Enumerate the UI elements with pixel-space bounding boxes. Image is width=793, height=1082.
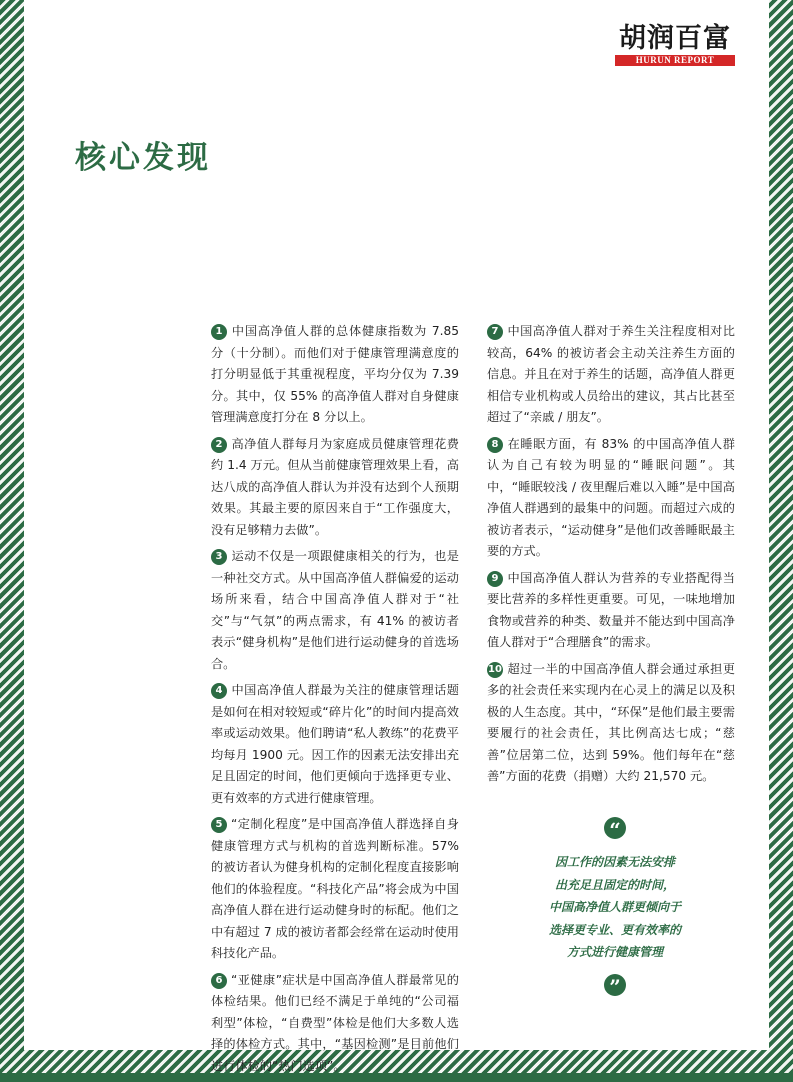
number-badge: 2: [211, 437, 227, 453]
number-badge: 8: [487, 437, 503, 453]
logo-en-text: HURUN REPORT: [615, 55, 735, 66]
logo-cn-text: 胡润百富: [619, 23, 731, 54]
pull-quote-line: 出充足且固定的时间，: [554, 877, 675, 892]
pull-quote: [510, 817, 720, 998]
finding-2: [211, 434, 459, 542]
close-quote-icon: ”: [604, 974, 626, 996]
finding-9: [487, 568, 735, 654]
number-badge: 3: [211, 549, 227, 565]
number-badge: 10: [487, 662, 503, 678]
hurun-logo: [615, 24, 735, 66]
number-badge: 7: [487, 324, 503, 340]
pull-quote-line: 因工作的因素无法安排: [554, 855, 675, 869]
finding-text: 超过一半的中国高净值人群会通过承担更多的社会责任来实现内在心灵上的满足以及积极的人生态度。其中，“环保”是他们最主要需要履行的社会责任，其比例高达七成；“慈善”位居第二位，达到 59%。他们每年在“慈善”方面的花费（捐赠）大约 21,570 元。: [487, 661, 735, 783]
finding-10: [487, 659, 735, 788]
finding-7: [487, 321, 735, 429]
findings-left-column: [211, 321, 459, 1082]
number-badge: 9: [487, 571, 503, 587]
finding-text: 中国高净值人群的总体健康指数为 7.85 分（十分制）。而他们对于健康管理满意度的打分明显低于其重视程度，平均分仅为 7.39 分。其中，仅 55% 的高净值人群对自身健康管理满意度打分在 8 分以上。: [211, 324, 459, 424]
pull-quote-line: 方式进行健康管理: [566, 945, 663, 959]
pull-quote-line: 中国高净值人群更倾向于: [548, 900, 681, 914]
finding-text: 中国高净值人群对于养生关注程度相对比较高，64% 的被访者会主动关注养生方面的信息。并且在对于养生的话题，高净值人群更相信专业机构或人员给出的建议，其占比甚至超过了“亲戚 / 朋友”。: [487, 324, 735, 424]
finding-text: 在睡眠方面，有 83% 的中国高净值人群认为自己有较为明显的“睡眠问题”。其中，“睡眠较浅 / 夜里醒后难以入睡”是中国高净值人群遇到的最集中的问题。而超过六成的被访者表示，“运动健身”是他们改善睡眠最主要的方式。: [487, 436, 735, 558]
open-quote-icon: “: [604, 817, 626, 839]
page: [24, 0, 769, 1073]
number-badge: 6: [211, 973, 227, 989]
finding-text: “定制化程度”是中国高净值人群选择自身健康管理方式与机构的首选判断标准。57% 的被访者认为健身机构的定制化程度直接影响他们的体验程度。“科技化产品”将会成为中国高净值人群在进行运动健身时的标配。他们之中有超过 7 成的被访者都会经常在运动时使用科技化产品。: [211, 817, 459, 960]
finding-3: [211, 546, 459, 675]
finding-6: [211, 970, 459, 1078]
pull-quote-text: [510, 851, 720, 964]
finding-5: [211, 814, 459, 965]
page-title: 核心发现: [75, 140, 211, 176]
finding-1: [211, 321, 459, 429]
number-badge: 1: [211, 324, 227, 340]
finding-text: 运动不仅是一项跟健康相关的行为，也是一种社交方式。从中国高净值人群偏爱的运动场所来看，结合中国高净值人群对于“社交”与“气氛”的两点需求，有 41% 的被访者表示“健身机构”是他们进行运动健身的首选场合。: [211, 549, 459, 671]
finding-4: [211, 680, 459, 809]
finding-text: 高净值人群每月为家庭成员健康管理花费约 1.4 万元。但从当前健康管理效果上看，高达八成的高净值人群认为并没有达到个人预期效果。其最主要的原因来自于“工作强度大，没有足够精力去做”。: [211, 436, 459, 537]
finding-8: [487, 434, 735, 563]
number-badge: 5: [211, 817, 227, 833]
findings-right-column: [487, 321, 735, 793]
pull-quote-line: 选择更专业、更有效率的: [548, 922, 681, 937]
finding-text: 中国高净值人群最为关注的健康管理话题是如何在相对较短或“碎片化”的时间内提高效率或运动效果。他们聘请“私人教练”的花费平均每月 1900 元。因工作的因素无法安排出充足且固定的时间，他们更倾向于选择更专业、更有效率的方式进行健康管理。: [211, 683, 459, 805]
finding-text: “亚健康”症状是中国高净值人群最常见的体检结果。他们已经不满足于单纯的“公司福利型”体检，“自费型”体检是他们大多数人选择的体检方式。其中，“基因检测”是目前他们进行体检的“热门选项”。: [211, 972, 459, 1073]
number-badge: 4: [211, 683, 227, 699]
finding-text: 中国高净值人群认为营养的专业搭配得当要比营养的多样性更重要。可见，一味地增加食物或营养的种类、数量并不能达到中国高净值人群对于“合理膳食”的需求。: [487, 570, 735, 649]
